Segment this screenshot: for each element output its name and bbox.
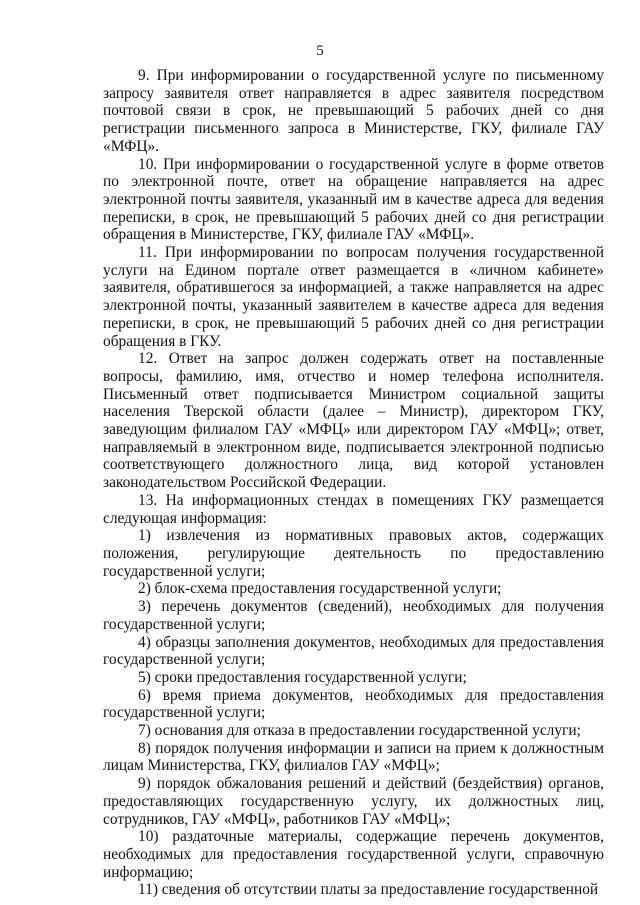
- list-item-5: 5) сроки предоставления государственной услуги;: [138, 668, 467, 686]
- paragraph-10-email: 10. При информировании о государственной услуге в форме ответов по электронной почте, ответ на обращение направляется на адрес электронной почты заявителя, указанный им в качестве адреса для ведения переписки, в срок, не превышающий 5 рабочих дней со дня регистрации обращения в Министерстве, ГКУ, филиале ГАУ «МФЦ».: [103, 155, 604, 244]
- list-item-4: 4) образцы заполнения документов, необходимых для предоставления государственной услуги;: [103, 633, 604, 669]
- document-body: [103, 67, 604, 899]
- list-item-8: 8) порядок получения информации и записи на прием к должностным лицам Министерства, ГКУ, филиалов ГАУ «МФЦ»;: [103, 739, 604, 775]
- list-item-9: 9) порядок обжалования решений и действий (бездействия) органов, предоставляющих государственную услугу, их должностных лиц, сотрудников, ГАУ «МФЦ», работников ГАУ «МФЦ»;: [103, 775, 604, 828]
- list-item-3: 3) перечень документов (сведений), необходимых для получения государственной услуги;: [103, 598, 604, 633]
- list-item-2: 2) блок-схема предоставления государственной услуги;: [138, 580, 502, 598]
- list-item-6: 6) время приема документов, необходимых для предоставления государственной услуги;: [103, 686, 604, 722]
- paragraph-12-response-content: 12. Ответ на запрос должен содержать ответ на поставленные вопросы, фамилию, имя, отчество и номер телефона исполнителя. Письменный ответ подписывается Министром социальной защиты населения Тверской области (далее – Министр), директором ГКУ, заведующим филиалом ГАУ «МФЦ» или директором ГАУ «МФЦ»; ответ, направляемый в электронном виде, подписывается электронной подписью соответствующего должностного лица, вид которой установлен законодательством Российской Федерации.: [103, 350, 604, 492]
- list-item-1: 1) извлечения из нормативных правовых актов, содержащих положения, регулирующие деятельность по предоставлению государственной услуги;: [103, 527, 604, 580]
- list-item-10: 10) раздаточные материалы, содержащие перечень документов, необходимых для предоставления государственной услуги, справочную информацию;: [103, 828, 604, 881]
- paragraph-11-unified-portal: 11. При информировании по вопросам получения государственной услуги на Едином портале ответ размещается в «личном кабинете» заявителя, обратившегося за информацией, а также направляется на адрес электронной почты, указанный заявителем в качестве адреса для ведения переписки, в срок, не превышающий 5 рабочих дней со дня регистрации обращения в ГКУ.: [103, 244, 604, 350]
- list-item-7: 7) основания для отказа в предоставлении государственной услуги;: [138, 722, 581, 740]
- page-number: 5: [316, 43, 324, 59]
- list-item-11: 11) сведения об отсутствии платы за предоставление государственной: [138, 881, 599, 899]
- paragraph-9-written-request: 9. При информировании о государственной услуге по письменному запросу заявителя ответ направляется в адрес заявителя посредством почтовой связи в срок, не превышающий 5 рабочих дней со дня регистрации письменного запроса в Министерстве, ГКУ, филиале ГАУ «МФЦ».: [103, 67, 604, 155]
- paragraph-13-info-stands: 13. На информационных стендах в помещениях ГКУ размещается следующая информация:: [103, 491, 604, 527]
